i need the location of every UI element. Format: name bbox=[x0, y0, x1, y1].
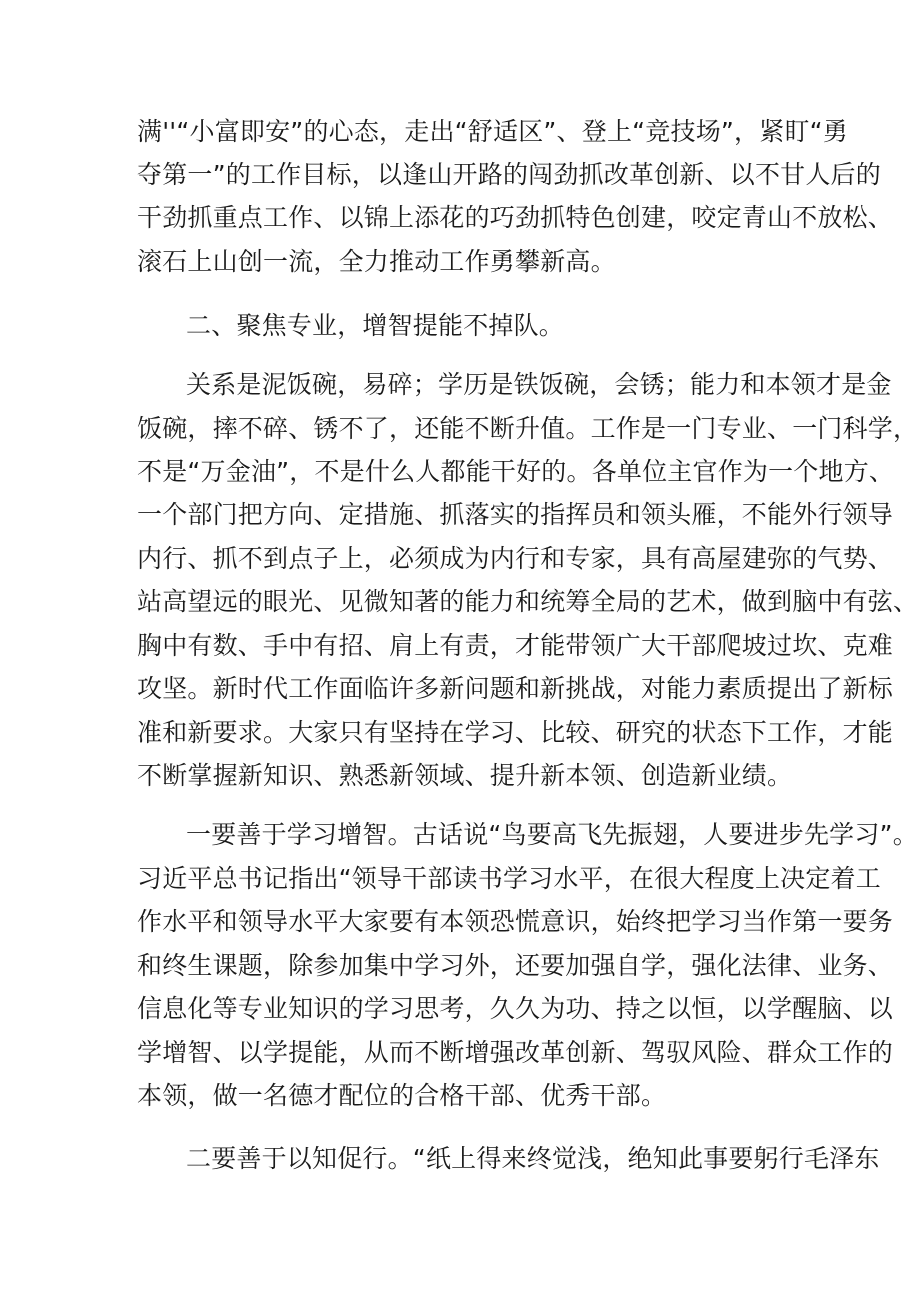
text-line: 和终生课题，除参加集中学习外，还要加强自学，强化法律、业务、 bbox=[137, 951, 894, 980]
text-line: 作水平和领导水平大家要有本领恐慌意识，始终把学习当作第一要务 bbox=[137, 907, 894, 936]
section-heading: 二、聚焦专业，增智提能不掉队。 bbox=[186, 311, 565, 340]
text-line: 信息化等专业知识的学习思考，久久为功、持之以恒，以学醒脑、以 bbox=[137, 994, 894, 1023]
text-line: 学增智、以学提能，从而不断增强改革创新、驾驭风险、群众工作的 bbox=[137, 1038, 894, 1067]
text-line: 一个部门把方向、定措施、抓落实的指挥员和领头雁，不能外行领导 bbox=[137, 500, 894, 529]
text-line: 胸中有数、手中有招、肩上有责，才能带领广大干部爬坡过坎、克难 bbox=[137, 631, 894, 660]
text-line: 不断掌握新知识、熟悉新领域、提升新本领、创造新业绩。 bbox=[137, 761, 793, 790]
text-line: 满''“小富即安”的心态，走出“舒适区”、登上“竞技场”，紧盯“勇 bbox=[137, 117, 849, 146]
text-line: 本领，做一名德才配位的合格干部、优秀干部。 bbox=[137, 1081, 667, 1110]
text-line: 不是“万金油”，不是什么人都能干好的。各单位主官作为一个地方、 bbox=[137, 457, 895, 486]
text-line: 内行、抓不到点子上，必须成为内行和专家，具有高屋建弥的气势、 bbox=[137, 544, 894, 573]
text-line: 关系是泥饭碗，易碎；学历是铁饭碗，会锈；能力和本领才是金 bbox=[186, 370, 892, 399]
text-line: 攻坚。新时代工作面临许多新问题和新挑战，对能力素质提出了新标 bbox=[137, 674, 894, 703]
text-line: 饭碗，摔不碎、锈不了，还能不断升值。工作是一门专业、一门科学， bbox=[137, 414, 919, 443]
text-line: 站高望远的眼光、见微知著的能力和统筹全局的艺术，做到脑中有弦、 bbox=[137, 587, 919, 616]
text-line: 一要善于学习增智。古话说“鸟要高飞先振翅，人要进步先学习”。 bbox=[186, 820, 918, 849]
text-line: 滚石上山创一流，全力推动工作勇攀新高。 bbox=[137, 247, 616, 276]
text-line: 习近平总书记指出“领导干部读书学习水平，在很大程度上决定着工 bbox=[137, 864, 881, 893]
text-line: 干劲抓重点工作、以锦上添花的巧劲抓特色创建，咬定青山不放松、 bbox=[137, 203, 894, 232]
text-line: 二要善于以知促行。“纸上得来终觉浅，绝知此事要躬行毛泽东 bbox=[186, 1144, 880, 1173]
text-line: 夺第一”的工作目标，以逢山开路的闯劲抓改革创新、以不甘人后的 bbox=[137, 160, 881, 189]
text-line: 准和新要求。大家只有坚持在学习、比较、研究的状态下工作，才能 bbox=[137, 718, 894, 747]
